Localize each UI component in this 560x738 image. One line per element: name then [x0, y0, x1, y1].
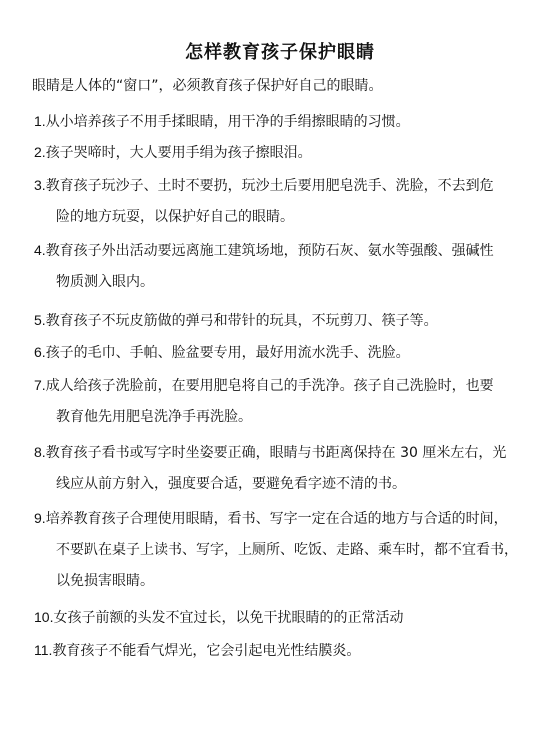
list-item-6	[34, 337, 534, 369]
list-item-text: 教育孩子不玩皮筋做的弹弓和带针的玩具，不玩剪刀、筷子等。	[45, 313, 438, 329]
list-item-number: 2.	[34, 144, 46, 160]
list-item-first-line	[34, 437, 534, 469]
list-item-text: 成人给孩子洗脸前，在要用肥皂将自己的手洗净。孩子自己洗脸时，也要	[45, 378, 494, 394]
list-item-first-line	[34, 305, 534, 337]
list-item-2	[34, 137, 534, 169]
list-item-number: 10.	[34, 609, 54, 625]
list-item-3	[34, 170, 534, 233]
list-item-5	[34, 305, 534, 337]
list-item-9	[34, 503, 534, 597]
list-item-first-line	[34, 602, 534, 634]
list-item-text: 教育孩子玩沙子、土时不要扔，玩沙土后要用肥皂洗手、洗脸，不去到危	[45, 178, 494, 194]
list-item-number: 6.	[34, 344, 46, 360]
list-item-continuation: 以免损害眼睛。	[56, 573, 154, 589]
list-item-first-line	[34, 635, 534, 667]
list-item-text: 教育孩子外出活动要远离施工建筑场地，预防石灰、氨水等强酸、强碱性	[45, 243, 494, 259]
list-item-number: 4.	[34, 242, 46, 258]
list-item-text: 女孩子前额的头发不宜过长，以免干扰眼睛的的正常活动	[53, 610, 404, 626]
list-item-continuation: 险的地方玩耍，以保护好自己的眼睛。	[56, 209, 294, 225]
list-item-first-line	[34, 370, 534, 402]
list-item-text: 教育孩子不能看气焊光，它会引起电光性结膜炎。	[52, 643, 361, 659]
list-item-number: 7.	[34, 377, 46, 393]
list-item-continuation: 不要趴在桌子上读书、写字，上厕所、吃饭、走路、乘车时，都不宜看书，	[56, 542, 518, 558]
list-item-11	[34, 635, 534, 667]
intro-paragraph: 眼睛是人体的“窗口”，必须教育孩子保护好自己的眼睛。	[32, 78, 383, 94]
list-item-first-line	[34, 106, 534, 138]
list-item-continuation: 教育他先用肥皂洗净手再洗脸。	[56, 409, 252, 425]
list-item-number: 11.	[34, 642, 53, 658]
list-item-continuation: 线应从前方射入，强度要合适，要避免看字迹不清的书。	[56, 476, 406, 492]
list-item-number: 1.	[34, 113, 46, 129]
list-item-text: 从小培养孩子不用手揉眼睛，用干净的手绢擦眼睛的习惯。	[45, 114, 410, 130]
list-item-1	[34, 106, 534, 138]
list-item-text: 孩子哭啼时，大人要用手绢为孩子擦眼泪。	[45, 145, 312, 161]
list-item-number: 5.	[34, 312, 46, 328]
page-title: 怎样教育孩子保护眼睛	[185, 42, 375, 63]
list-item-first-line	[34, 503, 534, 535]
list-item-first-line	[34, 235, 534, 267]
list-item-first-line	[34, 337, 534, 369]
list-item-number: 9.	[34, 510, 46, 526]
list-item-7	[34, 370, 534, 433]
list-item-text: 孩子的毛巾、手帕、脸盆要专用，最好用流水洗手、洗脸。	[45, 345, 410, 361]
list-item-number: 3.	[34, 177, 46, 193]
list-item-4	[34, 235, 534, 298]
list-item-text: 教育孩子看书或写字时坐姿要正确，眼睛与书距离保持在 30 厘米左右，光	[45, 445, 507, 461]
list-item-10	[34, 602, 534, 634]
list-item-first-line	[34, 137, 534, 169]
list-item-text: 培养教育孩子合理使用眼睛，看书、写字一定在合适的地方与合适的时间，	[45, 511, 508, 527]
list-item-number: 8.	[34, 444, 46, 460]
list-item-8	[34, 437, 534, 500]
list-item-first-line	[34, 170, 534, 202]
list-item-continuation: 物质测入眼内。	[56, 274, 154, 290]
